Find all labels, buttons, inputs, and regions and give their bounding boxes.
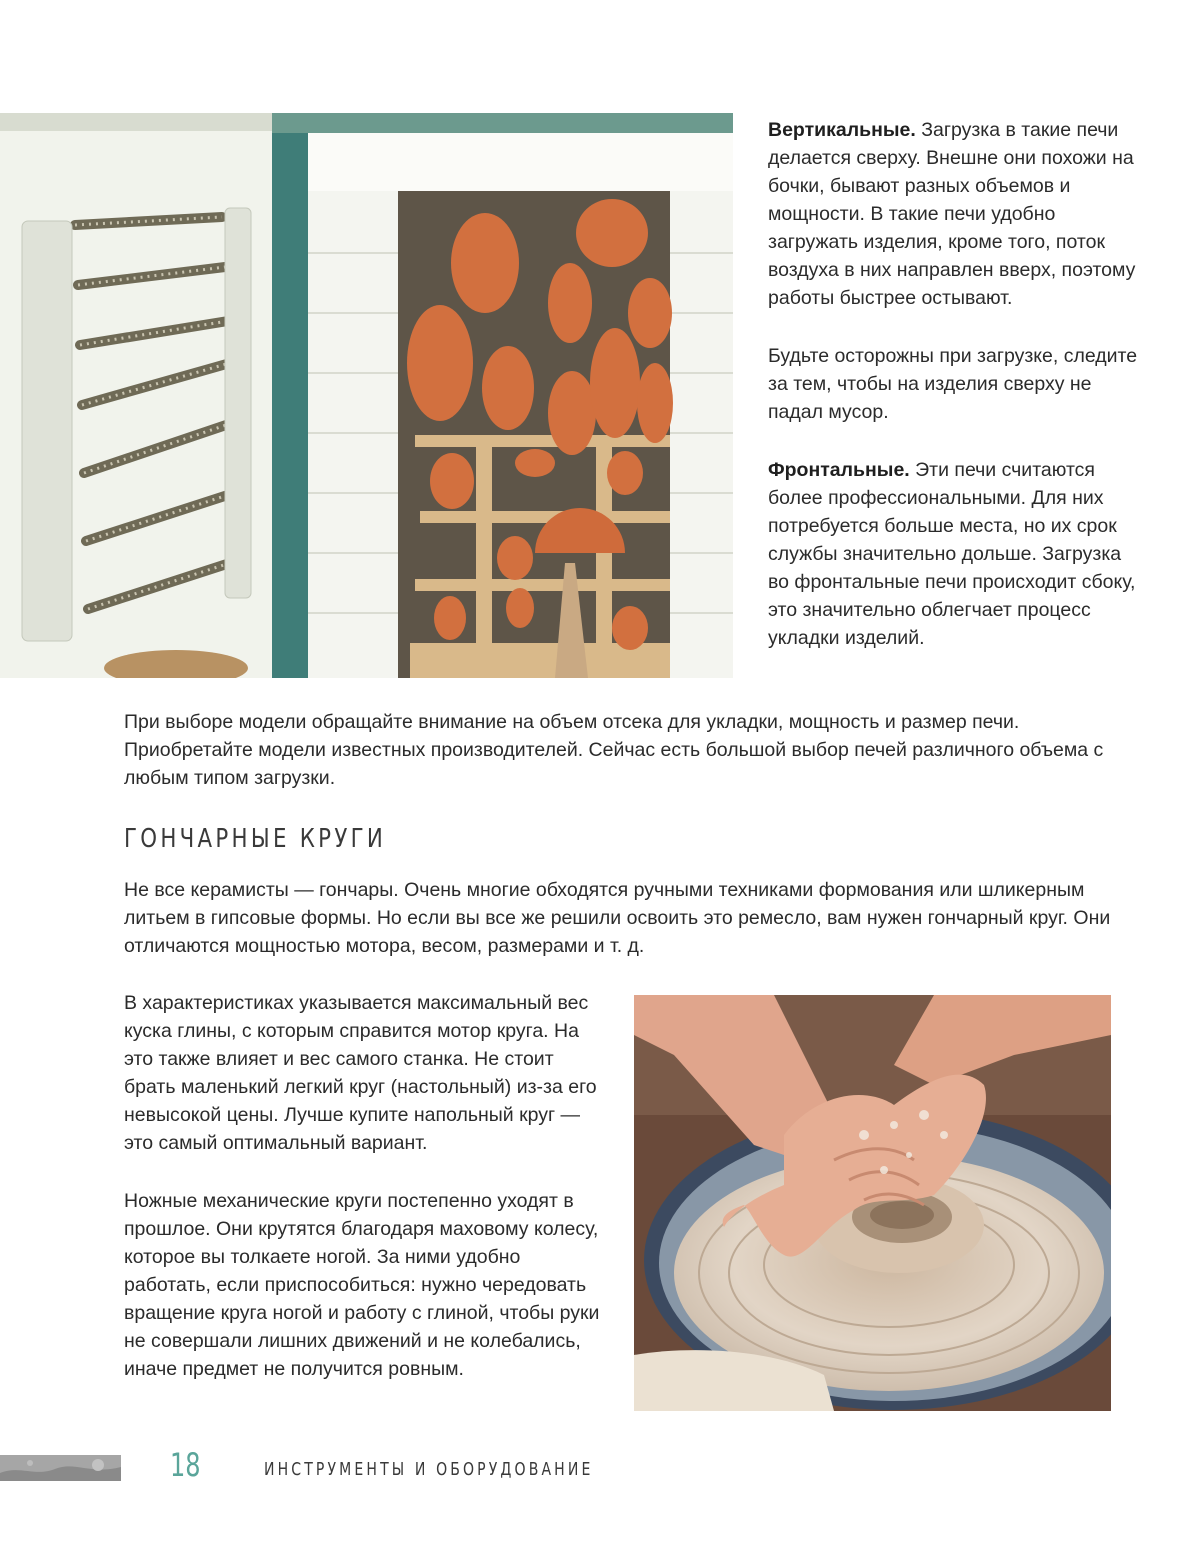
right-text-column [768, 116, 1138, 682]
page-number: 18 [170, 1446, 201, 1484]
paragraph-front-kilns [768, 456, 1138, 652]
term-front: Фронтальные. [768, 459, 910, 481]
paragraph-kick-wheels: Ножные механические круги постепенно уходят в прошлое. Они крутятся благодаря маховому колесу, которое вы толкаете ногой. За ними удобно работать, если приспособиться: нужно чередовать вращение круга ногой и работу с глиной, чтобы руки не совершали лишних движений и не колебались, иначе предмет не получится ровным. [124, 1190, 600, 1380]
pottery-wheel-photo [634, 995, 1111, 1411]
paragraph-vertical-kilns [768, 116, 1138, 312]
running-title: ИНСТРУМЕНТЫ И ОБОРУДОВАНИЕ [264, 1459, 594, 1480]
paragraph-model-choice: При выборе модели обращайте внимание на объем отсека для укладки, мощность и размер печи. Приобретайте модели известных производителей. Сейчас есть большой выбор печей различного объема с любым типом загрузки. [124, 711, 1104, 789]
paragraph-wheels-intro: Не все керамисты — гончары. Очень многие обходятся ручными техниками формования или шликерным литьем в гипсовые формы. Но если вы все же решили освоить это ремесло, вам нужен гончарный круг. Они отличаются мощностью мотора, весом, размерами и т. д. [124, 879, 1111, 957]
paragraph-front-text: Эти печи считаются более профессиональными. Для них потребуется больше места, но их срок службы значительно дольше. Загрузка во фронтальные печи происходит сбоку, это значительно облегчает процесс укладки изделий. [768, 459, 1136, 649]
kiln-photo [0, 113, 733, 678]
section-title: ГОНЧАРНЫЕ КРУГИ [124, 824, 387, 854]
left-text-column [124, 989, 604, 1413]
paragraph-wheel-specs: В характеристиках указывается максимальный вес куска глины, с которым справится мотор круга. На это также влияет и вес самого станка. Не стоит брать маленький легкий круг (настольный) из-за его невысокой цены. Лучше купите напольный круг — это самый оптимальный вариант. [124, 992, 597, 1154]
term-vertical: Вертикальные. [768, 119, 916, 141]
paragraph-loading-caution: Будьте осторожны при загрузке, следите за тем, чтобы на изделия сверху не падал мусор. [768, 345, 1138, 423]
paragraph-vertical-text: Загрузка в такие печи делается сверху. Внешне они похожи на бочки, бывают разных объемов и мощности. В такие печи удобно загружать изделия, кроме того, поток воздуха в них направлен вверх, поэтому работы быстрее остывают. [768, 119, 1136, 309]
footer-texture-strip [0, 1455, 121, 1481]
